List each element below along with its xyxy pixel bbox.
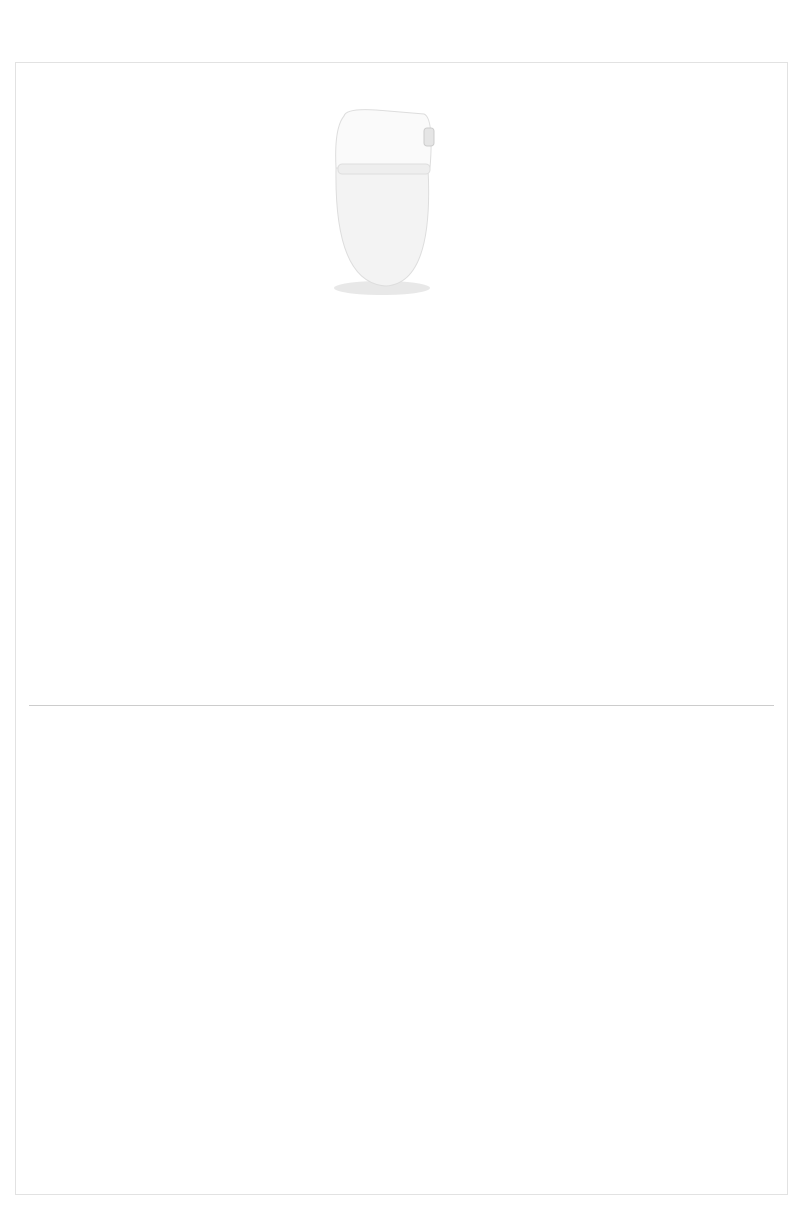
toilet-product-image	[316, 108, 446, 298]
divider	[29, 705, 774, 706]
spec-panel	[15, 62, 788, 1195]
